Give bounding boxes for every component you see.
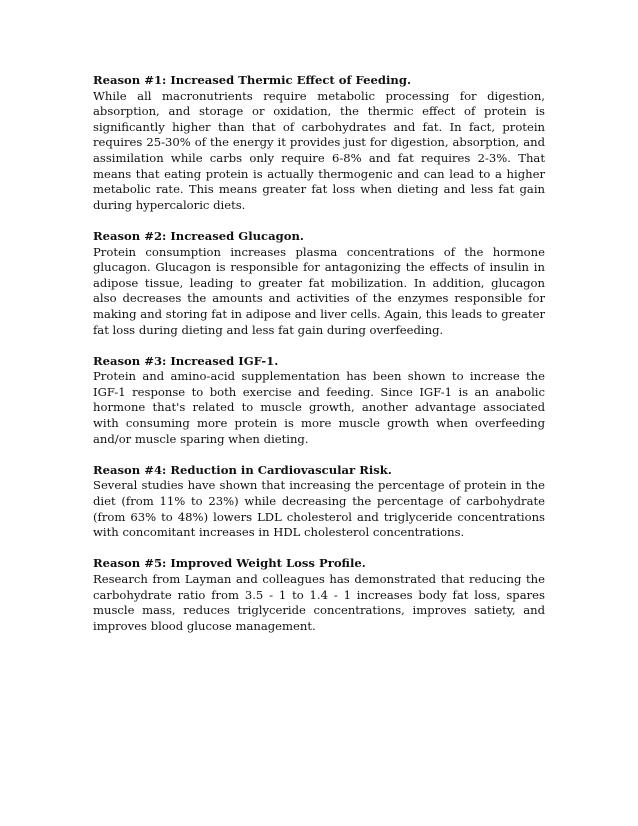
section-body: While all macronutrients require metabolic processing for digestion, absorption, and storage or oxidation, the thermic effect of protein is significantly higher than that of carbohydrates and fat. In fact, protein requires 25-30% of the energy it provides just for digestion, absorption, and assimilation while carbs only require 6-8% and fat requires 2-3%. That means that eating protein is actually thermogenic and can lead to a higher metabolic rate. This means greater fat loss when dieting and less fat gain during hypercaloric diets. xyxy=(93,88,545,212)
section-body: Research from Layman and colleagues has demonstrated that reducing the carbohydrate ratio from 3.5 - 1 to 1.4 - 1 increases body fat loss, spares muscle mass, reduces triglyceride concentrations, improves satiety, and improves blood glucose management. xyxy=(93,572,545,633)
section-body: Protein consumption increases plasma concentrations of the hormone glucagon. Glucagon is responsible for antagonizing the effects of insulin in adipose tissue, leading to greater fat mobilization. In addition, glucagon also decreases the amounts and activities of the enzymes responsible for making and storing fat in adipose and liver cells. Again, this leads to greater fat loss during dieting and less fat gain during overfeeding. xyxy=(93,244,545,337)
section-reason-4 xyxy=(93,463,545,541)
section-reason-1 xyxy=(93,73,545,213)
section-body: Several studies have shown that increasing the percentage of protein in the diet (from 11% to 23%) while decreasing the percentage of carbohydrate (from 63% to 48%) lowers LDL cholesterol and triglyceride concentrations with concomitant increases in HDL cholesterol concentrations. xyxy=(93,478,545,540)
section-reason-5 xyxy=(93,556,545,634)
section-body: Protein and amino-acid supplementation has been shown to increase the IGF-1 response to both exercise and feeding. Since IGF-1 is an anabolic hormone that's related to muscle growth, another advantage associated with consuming more protein is more muscle growth when overfeeding and/or muscle sparing when dieting. xyxy=(93,369,545,446)
section-heading: Reason #4: Reduction in Cardiovascular Risk. xyxy=(93,462,392,477)
section-reason-2 xyxy=(93,229,545,338)
section-heading: Reason #1: Increased Thermic Effect of Feeding. xyxy=(93,73,411,87)
section-heading: Reason #5: Improved Weight Loss Profile. xyxy=(93,556,366,571)
section-heading: Reason #3: Increased IGF-1. xyxy=(93,353,279,368)
document-page xyxy=(93,73,545,650)
section-reason-3 xyxy=(93,354,545,448)
section-heading: Reason #2: Increased Glucagon. xyxy=(93,228,304,243)
